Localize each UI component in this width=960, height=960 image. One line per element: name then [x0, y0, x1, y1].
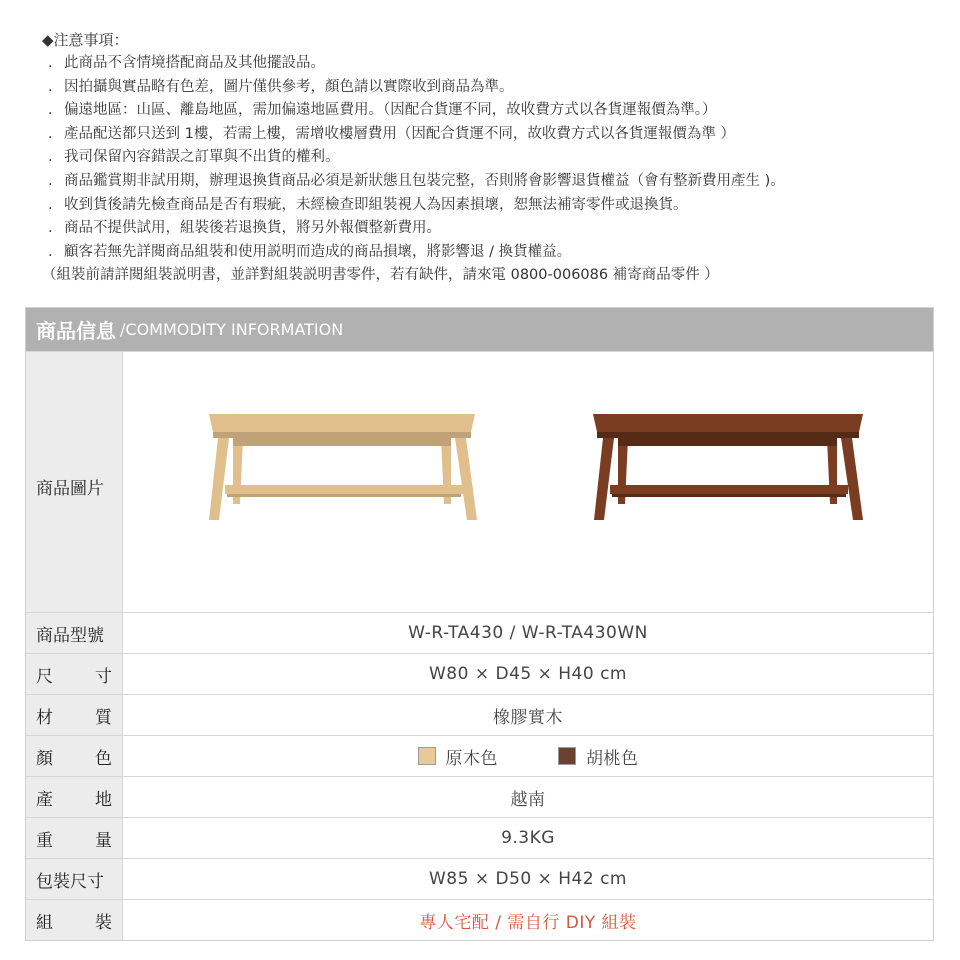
product-images [123, 352, 933, 612]
row-assembly [26, 899, 933, 940]
product-images-svg [123, 352, 933, 612]
info-header-title: 商品信息 [36, 319, 116, 343]
row-package-size [26, 858, 933, 899]
color-swatch-natural [418, 747, 436, 765]
color-swatch-walnut [558, 747, 576, 765]
row-weight [26, 817, 933, 858]
row-value: W80 × D45 × H40 cm [429, 664, 627, 684]
natural-table-image [209, 414, 477, 520]
commodity-info-table [25, 307, 934, 941]
row-label: 商品圖片 [26, 352, 123, 612]
row-origin [26, 776, 933, 817]
walnut-table-image [593, 414, 863, 520]
info-header [26, 308, 933, 351]
row-size [26, 653, 933, 694]
note-item: . 商品鑑賞期非試用期，辦理退換貨商品必須是新狀態且包裝完整，否則將會影響退貨權益（會有整新費用產生 )。 [48, 172, 785, 189]
note-item: . 產品配送都只送到 1樓，若需上樓，需增收樓層費用（因配合貨運不同，故收費方式以各貨運報價為準 ） [48, 125, 735, 142]
note-item: . 此商品不含情境搭配商品及其他擺設品。 [48, 55, 325, 71]
note-item: . 我司保留內容錯誤之訂單與不出貨的權利。 [48, 149, 340, 166]
row-value: W-R-TA430 / W-R-TA430WN [408, 623, 648, 643]
note-item: . 顧客若無先詳閱商品組裝和使用説明而造成的商品損壞，將影響退 / 換貨權益。 [48, 243, 572, 260]
row-value: 專人宅配 / 需自行 DIY 組裝 [419, 912, 637, 933]
note-item: . 偏遠地區：山區、離島地區，需加偏遠地區費用。（因配合貨運不同，故收費方式以各貨運報價為準。） [48, 102, 717, 119]
row-color [26, 735, 933, 776]
row-value: W85 × D50 × H42 cm [429, 869, 627, 889]
image-row [26, 351, 933, 612]
row-label: 商品型號 [26, 613, 123, 653]
row-value: 越南 [510, 789, 546, 810]
note-item: . 因拍攝與實品略有色差，圖片僅供參考，顏色請以實際收到商品為準。 [48, 78, 514, 95]
notes-section [42, 28, 942, 288]
row-value [123, 736, 933, 776]
note-item: . 商品不提供試用，組裝後若退換貨，將另外報價整新費用。 [48, 220, 441, 237]
row-label: 產 地 [26, 777, 123, 817]
info-header-subtitle: /COMMODITY INFORMATION [120, 320, 344, 339]
row-label: 顏 色 [26, 736, 123, 776]
row-label: 組 裝 [26, 900, 123, 940]
notes-title: ◆注意事項： [42, 31, 129, 49]
note-item: . 收到貨後請先檢查商品是否有瑕疵，未經檢查即組裝視人為因素損壞，恕無法補寄零件或退換貨。 [48, 196, 688, 213]
color-option-walnut: 胡桃色 [558, 744, 639, 769]
row-label: 材 質 [26, 695, 123, 735]
row-label: 重 量 [26, 818, 123, 858]
row-model [26, 612, 933, 653]
row-label: 尺 寸 [26, 654, 123, 694]
row-material [26, 694, 933, 735]
notes-list [42, 52, 942, 264]
row-value: 9.3KG [501, 828, 555, 848]
color-option-natural: 原木色 [418, 744, 499, 769]
row-value: 橡膠實木 [493, 707, 563, 728]
row-label: 包裝尺寸 [26, 859, 123, 899]
notes-footer: （組裝前請詳閱組裝説明書，並詳對組裝説明書零件，若有缺件，請來電 0800-006086 補寄商品零件 ） [42, 267, 719, 284]
